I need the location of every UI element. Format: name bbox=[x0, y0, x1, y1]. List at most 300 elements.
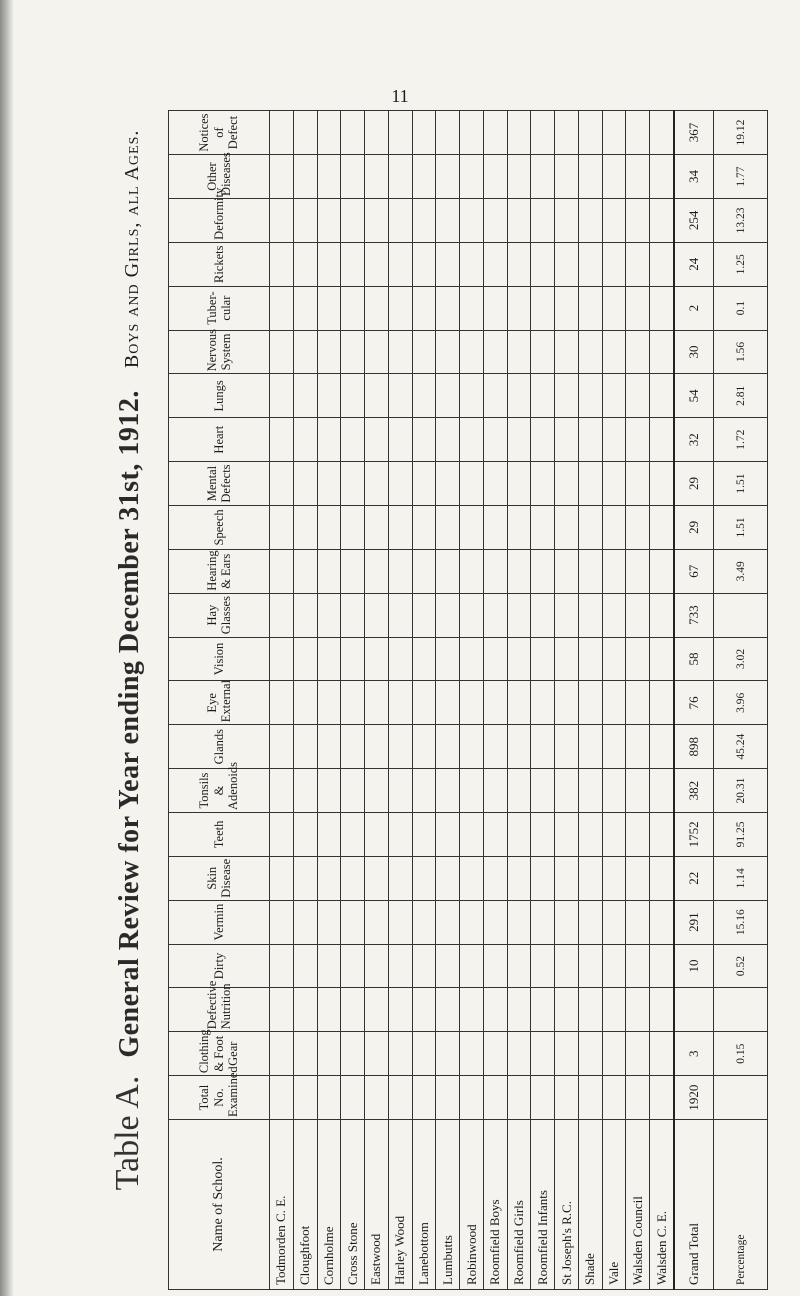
table-cell bbox=[460, 944, 484, 988]
table-cell bbox=[388, 900, 412, 944]
table-cell bbox=[626, 769, 650, 813]
table-row bbox=[436, 111, 460, 1290]
table-cell bbox=[531, 637, 555, 681]
table-cell bbox=[578, 856, 602, 900]
table-cell bbox=[293, 681, 317, 725]
table-cell bbox=[602, 769, 626, 813]
table-cell bbox=[293, 1076, 317, 1120]
table-cell bbox=[365, 988, 389, 1032]
table-cell bbox=[650, 1076, 674, 1120]
row-label: St Joseph's R.C. bbox=[555, 1120, 579, 1290]
table-cell bbox=[531, 856, 555, 900]
table-cell bbox=[365, 286, 389, 330]
table-cell bbox=[412, 505, 436, 549]
table-cell: 1.51 bbox=[714, 462, 768, 506]
table-cell bbox=[341, 944, 365, 988]
table-cell bbox=[270, 812, 294, 856]
table-cell: 15.16 bbox=[714, 900, 768, 944]
table-cell bbox=[317, 242, 341, 286]
table-cell: 10 bbox=[674, 944, 713, 988]
table-cell bbox=[483, 330, 507, 374]
table-cell: 2 bbox=[674, 286, 713, 330]
table-cell bbox=[460, 198, 484, 242]
column-header: Mental Defects bbox=[169, 462, 270, 506]
table-cell bbox=[507, 505, 531, 549]
table-cell: 24 bbox=[674, 242, 713, 286]
table-cell bbox=[531, 769, 555, 813]
table-cell bbox=[388, 155, 412, 199]
table-cell bbox=[555, 242, 579, 286]
table-cell bbox=[555, 374, 579, 418]
table-cell bbox=[602, 856, 626, 900]
table-cell bbox=[293, 988, 317, 1032]
table-cell bbox=[270, 418, 294, 462]
table-cell bbox=[578, 900, 602, 944]
table-cell bbox=[626, 286, 650, 330]
row-label: Eastwood bbox=[365, 1120, 389, 1290]
row-label: Walsden Council bbox=[626, 1120, 650, 1290]
table-cell bbox=[578, 988, 602, 1032]
row-label: Roomfield Infants bbox=[531, 1120, 555, 1290]
table-cell bbox=[460, 330, 484, 374]
table-cell bbox=[507, 637, 531, 681]
table-cell bbox=[412, 1032, 436, 1076]
table-cell bbox=[365, 944, 389, 988]
table-cell bbox=[460, 1032, 484, 1076]
row-label: Cross Stone bbox=[341, 1120, 365, 1290]
table-cell bbox=[270, 769, 294, 813]
page-number: 11 bbox=[391, 86, 409, 106]
table-cell bbox=[626, 988, 650, 1032]
column-header: Tonsils & Adenoids bbox=[169, 769, 270, 813]
table-cell bbox=[436, 769, 460, 813]
table-cell bbox=[507, 593, 531, 637]
table-row bbox=[650, 111, 674, 1290]
table-cell bbox=[365, 900, 389, 944]
table-row bbox=[483, 111, 507, 1290]
table-cell bbox=[270, 725, 294, 769]
table-cell bbox=[341, 155, 365, 199]
table-cell bbox=[317, 725, 341, 769]
binding-edge bbox=[0, 0, 14, 1296]
table-cell bbox=[460, 637, 484, 681]
table-cell bbox=[388, 988, 412, 1032]
table-cell bbox=[460, 155, 484, 199]
table-cell bbox=[293, 637, 317, 681]
table-cell bbox=[555, 856, 579, 900]
table-cell bbox=[555, 155, 579, 199]
table-cell bbox=[626, 1076, 650, 1120]
table-cell bbox=[602, 812, 626, 856]
table-cell bbox=[531, 900, 555, 944]
column-header: Vermin bbox=[169, 900, 270, 944]
table-cell bbox=[674, 988, 713, 1032]
column-header: Hay Glasses bbox=[169, 593, 270, 637]
table-cell bbox=[483, 856, 507, 900]
row-label: Harley Wood bbox=[388, 1120, 412, 1290]
column-header: Speech bbox=[169, 505, 270, 549]
table-cell bbox=[507, 462, 531, 506]
table-cell bbox=[602, 286, 626, 330]
column-header: Lungs bbox=[169, 374, 270, 418]
table-cell bbox=[412, 198, 436, 242]
table-cell bbox=[507, 725, 531, 769]
table-cell bbox=[483, 1032, 507, 1076]
column-header: Vision bbox=[169, 637, 270, 681]
table-cell bbox=[460, 505, 484, 549]
column-header: Heart bbox=[169, 418, 270, 462]
table-cell bbox=[460, 418, 484, 462]
table-cell bbox=[388, 769, 412, 813]
table-cell bbox=[602, 505, 626, 549]
table-cell bbox=[341, 242, 365, 286]
table-cell bbox=[341, 988, 365, 1032]
table-cell bbox=[460, 812, 484, 856]
table-cell bbox=[578, 155, 602, 199]
table-cell bbox=[293, 242, 317, 286]
table-cell bbox=[270, 988, 294, 1032]
table-cell bbox=[412, 988, 436, 1032]
table-cell bbox=[714, 593, 768, 637]
table-cell bbox=[602, 198, 626, 242]
table-cell: 367 bbox=[674, 111, 713, 155]
table-cell bbox=[483, 637, 507, 681]
table-cell bbox=[341, 286, 365, 330]
row-label: Shade bbox=[578, 1120, 602, 1290]
table-cell bbox=[626, 549, 650, 593]
table-cell bbox=[436, 637, 460, 681]
table-cell bbox=[293, 286, 317, 330]
table-cell bbox=[483, 418, 507, 462]
table-cell bbox=[650, 330, 674, 374]
table-row bbox=[412, 111, 436, 1290]
table-row bbox=[365, 111, 389, 1290]
table-cell bbox=[483, 725, 507, 769]
table-cell bbox=[436, 505, 460, 549]
table-cell bbox=[602, 725, 626, 769]
table-cell bbox=[317, 988, 341, 1032]
table-cell bbox=[317, 900, 341, 944]
column-header: Hearing & Ears bbox=[169, 549, 270, 593]
table-cell: 382 bbox=[674, 769, 713, 813]
table-cell bbox=[412, 155, 436, 199]
table-cell bbox=[578, 812, 602, 856]
table-cell bbox=[555, 812, 579, 856]
column-header: Skin Disease bbox=[169, 856, 270, 900]
table-cell bbox=[578, 198, 602, 242]
table-cell bbox=[388, 1032, 412, 1076]
table-cell bbox=[412, 812, 436, 856]
table-cell bbox=[602, 155, 626, 199]
table-cell bbox=[412, 462, 436, 506]
table-cell bbox=[507, 198, 531, 242]
table-cell bbox=[650, 198, 674, 242]
table-cell bbox=[483, 242, 507, 286]
table-cell bbox=[293, 418, 317, 462]
table-cell bbox=[483, 374, 507, 418]
table-cell bbox=[436, 418, 460, 462]
table-cell bbox=[270, 198, 294, 242]
table-cell bbox=[365, 418, 389, 462]
table-cell bbox=[650, 286, 674, 330]
table-row bbox=[626, 111, 650, 1290]
table-cell bbox=[388, 856, 412, 900]
table-cell bbox=[460, 988, 484, 1032]
table-cell bbox=[602, 900, 626, 944]
table-cell bbox=[436, 1076, 460, 1120]
table-cell bbox=[602, 944, 626, 988]
table-cell bbox=[507, 418, 531, 462]
table-cell bbox=[388, 286, 412, 330]
row-label: Todmorden C. E. bbox=[270, 1120, 294, 1290]
table-cell bbox=[650, 900, 674, 944]
column-header: Dirty bbox=[169, 944, 270, 988]
table-cell bbox=[531, 1076, 555, 1120]
column-header: Total No. Examined bbox=[169, 1076, 270, 1120]
table-cell bbox=[460, 242, 484, 286]
table-cell bbox=[555, 505, 579, 549]
table-cell bbox=[388, 462, 412, 506]
table-cell bbox=[436, 900, 460, 944]
table-cell bbox=[270, 1032, 294, 1076]
table-row bbox=[341, 111, 365, 1290]
table-cell bbox=[626, 198, 650, 242]
table-cell bbox=[460, 900, 484, 944]
table-cell bbox=[317, 593, 341, 637]
table-cell bbox=[602, 593, 626, 637]
table-cell bbox=[602, 549, 626, 593]
table-cell: 1.51 bbox=[714, 505, 768, 549]
table-cell bbox=[365, 330, 389, 374]
table-cell bbox=[293, 198, 317, 242]
table-cell: 91.25 bbox=[714, 812, 768, 856]
table-cell bbox=[483, 549, 507, 593]
table-cell bbox=[578, 1032, 602, 1076]
table-cell bbox=[293, 155, 317, 199]
table-cell bbox=[460, 462, 484, 506]
table-cell bbox=[650, 418, 674, 462]
table-cell bbox=[293, 812, 317, 856]
table-cell bbox=[270, 549, 294, 593]
table-cell bbox=[602, 1032, 626, 1076]
table-cell bbox=[365, 812, 389, 856]
table-cell bbox=[531, 155, 555, 199]
table-cell bbox=[388, 549, 412, 593]
table-cell bbox=[365, 505, 389, 549]
table-cell bbox=[650, 593, 674, 637]
table-cell: 254 bbox=[674, 198, 713, 242]
table-cell bbox=[293, 944, 317, 988]
table-cell: 20.31 bbox=[714, 769, 768, 813]
table-cell bbox=[555, 1076, 579, 1120]
table-cell bbox=[531, 111, 555, 155]
table-cell bbox=[293, 856, 317, 900]
table-cell: 3 bbox=[674, 1032, 713, 1076]
row-label: Lumbutts bbox=[436, 1120, 460, 1290]
table-cell bbox=[626, 374, 650, 418]
table-cell bbox=[270, 1076, 294, 1120]
column-header: Glands bbox=[169, 725, 270, 769]
table-cell bbox=[388, 111, 412, 155]
table-cell bbox=[270, 155, 294, 199]
table-cell bbox=[507, 111, 531, 155]
table-cell bbox=[436, 812, 460, 856]
table-cell bbox=[626, 242, 650, 286]
table-cell bbox=[460, 856, 484, 900]
table-cell bbox=[578, 681, 602, 725]
table-cell: 898 bbox=[674, 725, 713, 769]
table-row bbox=[602, 111, 626, 1290]
table-header-row bbox=[169, 111, 270, 1290]
table-cell bbox=[507, 1076, 531, 1120]
table-cell bbox=[555, 330, 579, 374]
table-cell bbox=[555, 988, 579, 1032]
table-cell bbox=[388, 637, 412, 681]
table-cell bbox=[341, 637, 365, 681]
table-cell bbox=[714, 1076, 768, 1120]
table-cell bbox=[317, 374, 341, 418]
table-cell bbox=[531, 725, 555, 769]
table-cell: 45.24 bbox=[714, 725, 768, 769]
table-cell bbox=[555, 418, 579, 462]
table-cell bbox=[626, 637, 650, 681]
table-cell bbox=[365, 593, 389, 637]
table-cell bbox=[626, 505, 650, 549]
table-cell bbox=[507, 900, 531, 944]
table-cell bbox=[626, 856, 650, 900]
table-cell bbox=[650, 505, 674, 549]
table-cell bbox=[555, 769, 579, 813]
table-cell: 22 bbox=[674, 856, 713, 900]
table-cell bbox=[714, 988, 768, 1032]
table-cell bbox=[436, 155, 460, 199]
table-cell bbox=[602, 1076, 626, 1120]
table-cell: 29 bbox=[674, 462, 713, 506]
table-cell bbox=[507, 812, 531, 856]
table-cell bbox=[578, 593, 602, 637]
table-cell bbox=[650, 769, 674, 813]
table-cell bbox=[578, 769, 602, 813]
table-cell bbox=[436, 330, 460, 374]
table-cell bbox=[365, 856, 389, 900]
table-cell bbox=[341, 725, 365, 769]
table-cell: 58 bbox=[674, 637, 713, 681]
table-cell bbox=[602, 242, 626, 286]
table-cell bbox=[650, 681, 674, 725]
table-cell bbox=[507, 769, 531, 813]
table-cell bbox=[436, 593, 460, 637]
table-cell bbox=[436, 944, 460, 988]
table-cell bbox=[388, 330, 412, 374]
table-cell bbox=[555, 1032, 579, 1076]
table-cell bbox=[412, 418, 436, 462]
table-cell bbox=[388, 593, 412, 637]
percentage-row bbox=[714, 111, 768, 1290]
table-cell bbox=[293, 769, 317, 813]
table-cell bbox=[317, 462, 341, 506]
table-cell bbox=[317, 111, 341, 155]
table-cell bbox=[341, 418, 365, 462]
table-row bbox=[270, 111, 294, 1290]
row-label: Cloughfoot bbox=[293, 1120, 317, 1290]
table-cell bbox=[388, 418, 412, 462]
table-cell bbox=[460, 725, 484, 769]
table-cell: 1.77 bbox=[714, 155, 768, 199]
table-cell bbox=[650, 725, 674, 769]
review-table-container bbox=[168, 110, 768, 1290]
table-cell bbox=[555, 286, 579, 330]
review-table bbox=[168, 110, 768, 1290]
table-cell: 3.96 bbox=[714, 681, 768, 725]
table-cell bbox=[650, 988, 674, 1032]
table-cell bbox=[626, 330, 650, 374]
table-cell bbox=[555, 549, 579, 593]
table-cell bbox=[317, 418, 341, 462]
table-cell bbox=[436, 286, 460, 330]
table-cell bbox=[531, 505, 555, 549]
table-cell: 291 bbox=[674, 900, 713, 944]
table-cell bbox=[578, 242, 602, 286]
table-cell bbox=[602, 418, 626, 462]
table-cell bbox=[483, 681, 507, 725]
table-cell bbox=[412, 769, 436, 813]
table-cell bbox=[412, 549, 436, 593]
table-cell bbox=[531, 242, 555, 286]
table-cell bbox=[650, 1032, 674, 1076]
table-cell bbox=[412, 593, 436, 637]
table-cell: 32 bbox=[674, 418, 713, 462]
column-header: Deformity bbox=[169, 198, 270, 242]
table-row bbox=[507, 111, 531, 1290]
table-cell bbox=[460, 286, 484, 330]
table-cell bbox=[436, 198, 460, 242]
row-label: Percentage bbox=[714, 1120, 768, 1290]
table-cell: 1.72 bbox=[714, 418, 768, 462]
table-cell bbox=[483, 111, 507, 155]
column-header-school: Name of School. bbox=[169, 1120, 270, 1290]
table-cell bbox=[650, 637, 674, 681]
table-cell bbox=[578, 111, 602, 155]
table-cell bbox=[365, 374, 389, 418]
table-cell bbox=[388, 944, 412, 988]
table-cell bbox=[483, 812, 507, 856]
table-cell bbox=[602, 330, 626, 374]
table-cell bbox=[460, 111, 484, 155]
table-cell bbox=[293, 549, 317, 593]
table-cell bbox=[460, 593, 484, 637]
table-row bbox=[293, 111, 317, 1290]
table-cell bbox=[602, 462, 626, 506]
table-cell bbox=[483, 593, 507, 637]
table-cell bbox=[317, 637, 341, 681]
table-cell: 1.25 bbox=[714, 242, 768, 286]
table-row bbox=[388, 111, 412, 1290]
table-cell bbox=[317, 1032, 341, 1076]
table-cell bbox=[270, 462, 294, 506]
table-cell bbox=[436, 462, 460, 506]
table-cell bbox=[578, 418, 602, 462]
table-cell bbox=[317, 944, 341, 988]
table-cell bbox=[341, 681, 365, 725]
table-cell bbox=[578, 330, 602, 374]
table-cell bbox=[341, 462, 365, 506]
table-cell bbox=[626, 900, 650, 944]
column-header: Rickets bbox=[169, 242, 270, 286]
table-cell bbox=[365, 462, 389, 506]
table-cell bbox=[626, 681, 650, 725]
table-cell bbox=[388, 374, 412, 418]
table-cell bbox=[626, 725, 650, 769]
